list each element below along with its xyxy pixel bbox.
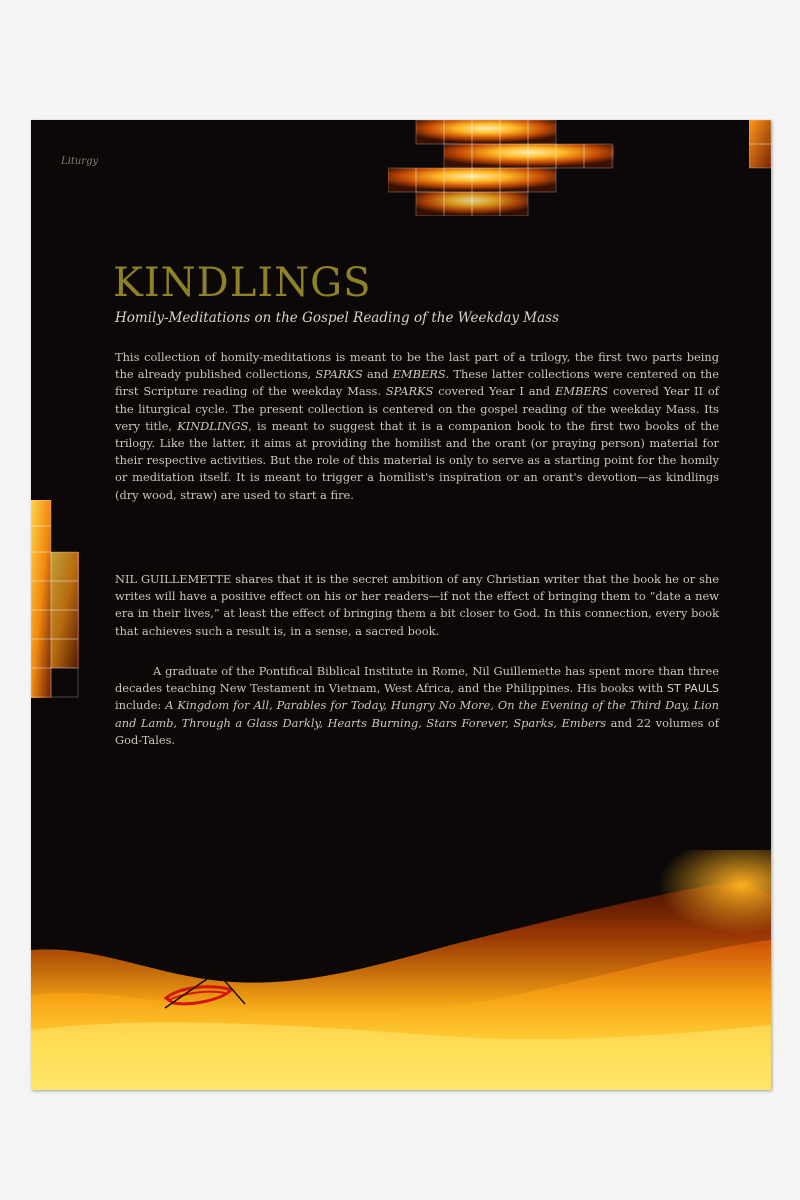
text-run: . These latter collections were centered on the first Scripture reading of the weekday Mass. [115, 367, 719, 399]
book-list: A Kingdom for All, Parables for Today, Hungry No More, On the Evening of the Third Day, Lion and Lamb, Through a Glass Darkly, Hearts Burning, Stars Forever, Sparks, Embers [115, 698, 719, 730]
publisher-name: ST PAULS [666, 682, 719, 696]
book-back-cover [31, 120, 771, 1090]
fire-mosaic-right [749, 120, 771, 180]
fire-mosaic-top [388, 120, 614, 216]
fire-mosaic-left [31, 500, 79, 698]
book-subtitle: Homily-Meditations on the Gospel Reading of the Weekday Mass [115, 310, 560, 326]
book-title-ref: SPARKS [315, 367, 363, 382]
author-bio-paragraph [115, 663, 719, 749]
text-run: and [362, 367, 393, 382]
book-title-ref: EMBERS [555, 384, 609, 399]
book-title-ref: KINDLINGS [177, 418, 249, 433]
st-pauls-logo-icon [161, 970, 251, 1010]
text-run: include: [115, 698, 166, 713]
book-title-ref: EMBERS [392, 367, 446, 382]
author-paragraph: NIL GUILLEMETTE shares that it is the secret ambition of any Christian writer that the book he or she writes will have a positive effect on his or her readers—if not the effect of bringing them to “date a new era in their lives,” at least the effect of bringing them a bit closer to God. In this connection, every book that achieves such a result is, in a sense, a sacred book. [115, 572, 719, 638]
text-run: and 22 volumes of God-Tales. [115, 715, 719, 747]
text-run: covered Year I and [433, 384, 556, 399]
fire-background [31, 850, 771, 1090]
description-paragraph [115, 349, 719, 504]
category-label: Liturgy [61, 156, 99, 167]
text-run: , is meant to suggest that it is a companion book to the first two books of the trilogy. Like the latter, it aims at providing the homilist and the orant (or praying person) material for their respective activities. But the role of this material is only to serve as a starting point for the homily or meditation itself. It is meant to trigger a homilist's inspiration or an orant's devotion—as kindlings (dry wood, straw) are used to start a fire. [115, 418, 719, 502]
text-run: This collection of homily-meditations is meant to be the last part of a trilogy, the first two parts being the already published collections, [115, 350, 719, 382]
text-run: covered Year II of the liturgical cycle. The present collection is centered on the gospel reading of the weekday Mass. Its very title, [115, 384, 719, 433]
book-title: KINDLINGS [113, 260, 372, 306]
text-run: A graduate of the Pontifical Biblical Institute in Rome, Nil Guillemette has spent more than three decades teaching New Testament in Vietnam, West Africa, and the Philippines. His books with [115, 664, 719, 696]
book-title-ref: SPARKS [385, 384, 434, 399]
